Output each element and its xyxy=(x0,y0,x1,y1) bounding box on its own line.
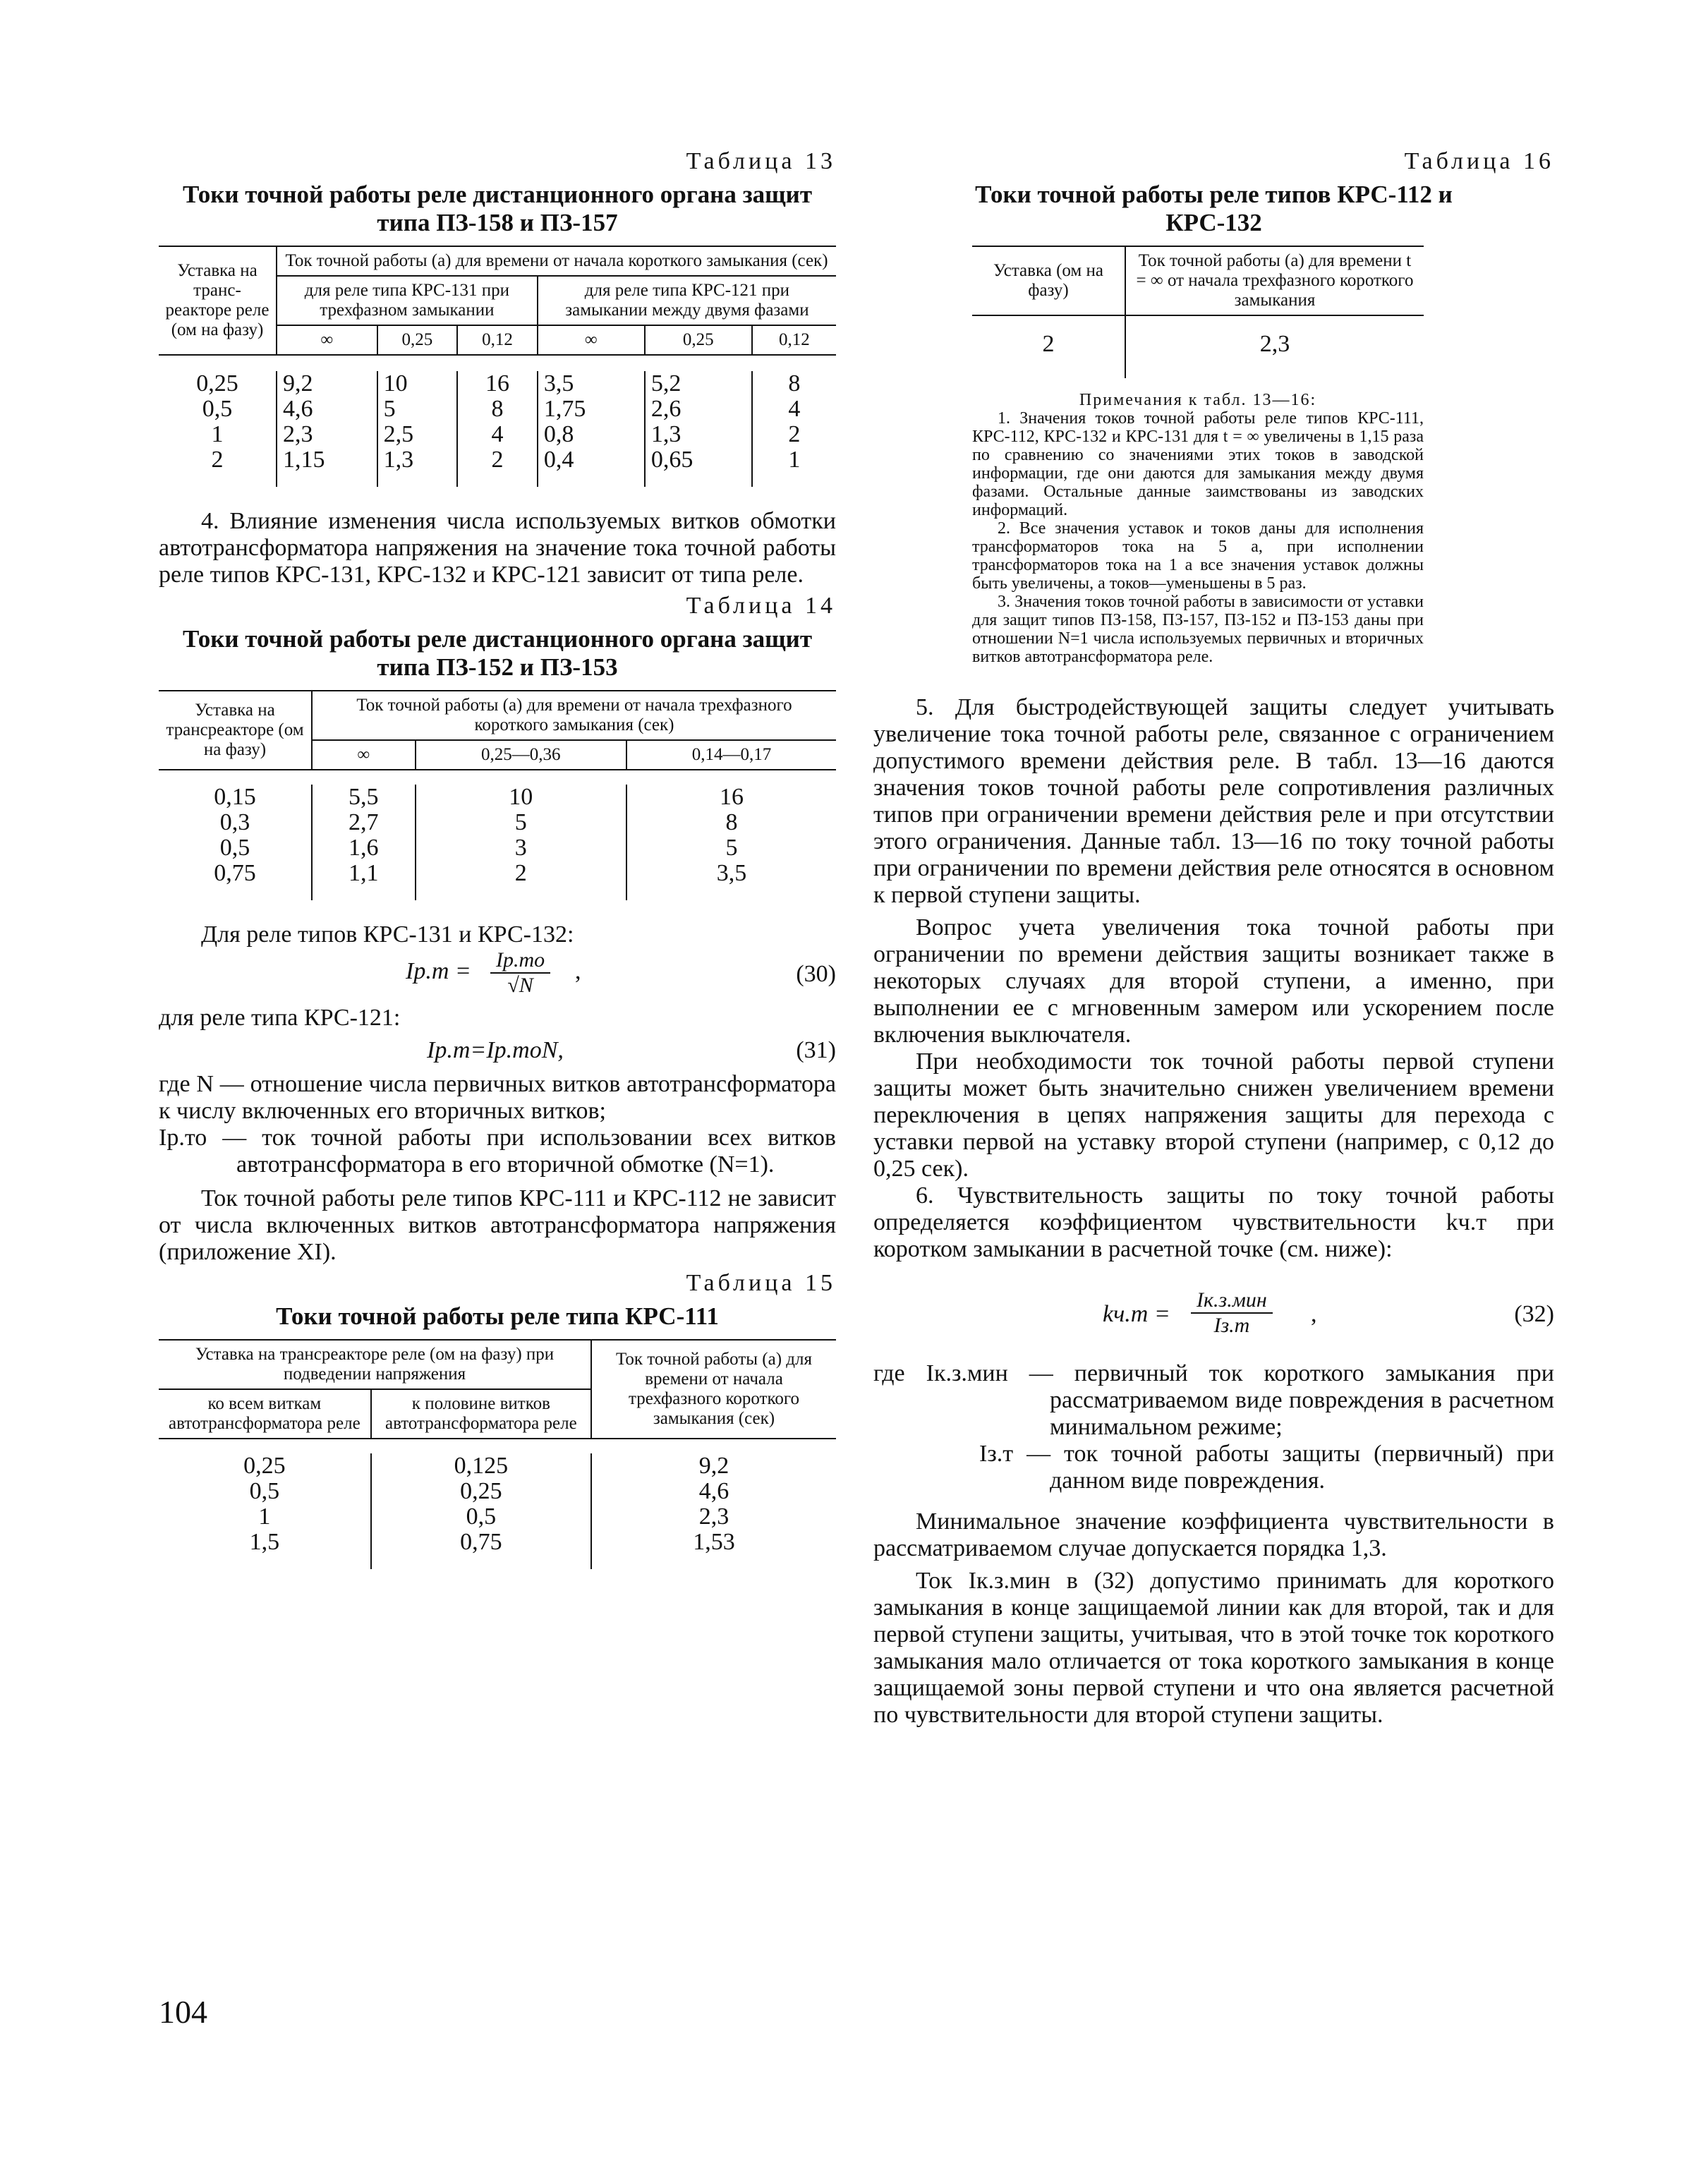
table-cell: 2,3 xyxy=(591,1504,836,1530)
table-cell: 0,4 xyxy=(538,447,645,487)
table-cell: 1 xyxy=(752,447,836,487)
table16-col-current: Ток точной работы (а) для времени t = ∞ от начала трехфазного короткого замыкания xyxy=(1125,246,1424,315)
formula31-number: (31) xyxy=(796,1037,836,1063)
paragraph-5b: Вопрос учета увеличения тока точной работы при ограничении по времени действия защиты возникает также в некоторых случаях для второй ступени, а именно, при выполнении ее с мгновенным замером или ускорением после включения выключателя. xyxy=(873,914,1554,1048)
notes-block xyxy=(972,391,1424,666)
table13-sub-krs121: для реле типа КРС-121 при замыкании между двумя фазами xyxy=(538,276,836,325)
table15-col-current: Ток точной работы (а) для времени от начала трехфазного короткого замыкания (сек) xyxy=(591,1340,836,1439)
table-row xyxy=(159,397,836,422)
table-cell: 0,3 xyxy=(219,809,250,835)
page-number: 104 xyxy=(159,1994,207,2030)
paragraph-min-coefficient: Минимальное значение коэффициента чувствительности в рассматриваемом случае допускается порядка 1,3. xyxy=(873,1508,1554,1561)
table-cell: 0,15 xyxy=(214,784,256,810)
left-column xyxy=(159,148,836,1569)
table-cell: 2,3 xyxy=(277,422,377,447)
table-cell: 2,5 xyxy=(377,422,458,447)
formula30-comma: , xyxy=(575,958,581,984)
table13-time-header: 0,12 xyxy=(457,325,538,355)
table-cell: 2,3 xyxy=(1125,315,1424,378)
paragraph-krs111: Ток точной работы реле типов КРС-111 и КРС-112 не зависит от числа включенных витков автотрансформатора напряжения (приложение XI). xyxy=(159,1185,836,1265)
table-cell: 3,5 xyxy=(626,861,836,900)
formula30-numerator: Iр.то xyxy=(490,948,550,974)
formula32-number: (32) xyxy=(1514,1301,1554,1327)
table-cell: 5 xyxy=(626,835,836,861)
table14-col-group: Ток точной работы (а) для времени от начала трехфазного короткого замыкания (сек) xyxy=(312,691,836,740)
table-row xyxy=(972,315,1424,378)
table13-sub-krs131: для реле типа КРС-131 при трехфазном замыкании xyxy=(277,276,538,325)
table-cell: 4 xyxy=(457,422,538,447)
table-cell: 2 xyxy=(457,447,538,487)
table-cell: 1,75 xyxy=(538,397,645,422)
table-cell: 10 xyxy=(416,785,626,810)
table-row xyxy=(159,835,836,861)
formula32-comma: , xyxy=(1311,1301,1317,1327)
table-cell: 2 xyxy=(211,447,224,473)
formula32-denominator: Iз.т xyxy=(1213,1314,1250,1337)
table-cell: 5,2 xyxy=(645,371,752,397)
formula-31 xyxy=(159,1031,836,1071)
table-cell: 1,15 xyxy=(277,447,377,487)
table14-time-header: ∞ xyxy=(312,740,416,770)
table-cell: 4,6 xyxy=(277,397,377,422)
table-cell: 0,75 xyxy=(214,860,256,886)
table-cell: 16 xyxy=(626,785,836,810)
table14 xyxy=(159,690,836,900)
table16-label: Таблица 16 xyxy=(1404,148,1554,174)
table-cell: 2 xyxy=(416,861,626,900)
paragraph-last: Ток Iк.з.мин в (32) допустимо принимать для короткого замыкания в конце защищаемой линии как для второй, так и для первой ступени защиты, учитывая, что в этой точке ток короткого замыкания мало отличается от тока короткого замыкания в конце защищаемой зоны первой ступени и что она является расчетной по чувствительности для второй ступени защиты. xyxy=(873,1568,1554,1728)
formula32-numerator: Iк.з.мин xyxy=(1191,1288,1273,1314)
right-body-text xyxy=(873,694,1554,1729)
table-cell: 0,25 xyxy=(243,1453,286,1479)
table13-title: Токи точной работы реле дистанционного органа защит типа ПЗ-158 и ПЗ-157 xyxy=(182,181,813,236)
table13-label: Таблица 13 xyxy=(686,148,836,174)
formula30-fraction xyxy=(490,948,550,998)
table-cell: 0,5 xyxy=(371,1504,591,1530)
table-row xyxy=(159,422,836,447)
table-cell: 0,125 xyxy=(371,1453,591,1479)
table-cell: 1,5 xyxy=(249,1529,280,1555)
table15-label: Таблица 15 xyxy=(686,1270,836,1296)
table14-col-setting: Уставка на трансреакторе (ом на фазу) xyxy=(166,701,304,759)
formula30-denominator: √N xyxy=(507,974,533,997)
table-cell: 0,8 xyxy=(538,422,645,447)
table-row xyxy=(159,1479,836,1504)
table-cell: 5 xyxy=(416,810,626,835)
table-cell: 5 xyxy=(377,397,458,422)
note-2: 2. Все значения уставок и токов даны для исполнения трансформаторов тока на 5 а, при исполнении трансформаторов тока на 1 а все значения уставок должны быть увеличены, а токов—уменьшены в 5 раз. xyxy=(972,519,1424,593)
table-cell: 0,65 xyxy=(645,447,752,487)
table-cell: 0,75 xyxy=(371,1530,591,1569)
table14-title: Токи точной работы реле дистанционного органа защит типа ПЗ-152 и ПЗ-153 xyxy=(182,625,813,681)
table13-time-header: 0,25 xyxy=(645,325,752,355)
table16-title: Токи точной работы реле типов КРС-112 и КРС-132 xyxy=(975,181,1453,236)
formula31-expression: Iр.т=Iр.тоN, xyxy=(427,1037,564,1063)
table-cell: 1,3 xyxy=(645,422,752,447)
table15 xyxy=(159,1339,836,1569)
table15-sub-half: к половине витков автотрансформатора реле xyxy=(371,1389,591,1439)
table-cell: 5,5 xyxy=(312,785,416,810)
table-cell: 8 xyxy=(457,397,538,422)
table-cell: 1,53 xyxy=(591,1530,836,1569)
table-cell: 10 xyxy=(377,371,458,397)
table-cell: 1 xyxy=(211,421,224,447)
table15-title: Токи точной работы реле типа КРС-111 xyxy=(276,1302,719,1330)
formula30-intro: Для реле типов КРС-131 и КРС-132: xyxy=(201,921,574,948)
formula31-intro: для реле типа КРС-121: xyxy=(159,1005,401,1031)
notes-heading: Примечания к табл. 13—16: xyxy=(1079,391,1317,409)
paragraph-6: 6. Чувствительность защиты по току точной работы определяется коэффициентом чувствительности kч.т при коротком замыкании в расчетной точке (см. ниже): xyxy=(873,1182,1554,1262)
table-row xyxy=(159,785,836,810)
formula-32 xyxy=(873,1284,1554,1355)
table14-time-header: 0,25—0,36 xyxy=(416,740,626,770)
table-cell: 2,7 xyxy=(312,810,416,835)
table-cell: 8 xyxy=(752,371,836,397)
table-row xyxy=(159,861,836,900)
table16 xyxy=(972,246,1424,378)
table-cell: 0,5 xyxy=(249,1478,280,1504)
table-row xyxy=(159,1453,836,1479)
table-row xyxy=(159,447,836,487)
table-row xyxy=(159,1530,836,1569)
table-cell: 9,2 xyxy=(277,371,377,397)
table-row xyxy=(159,1504,836,1530)
table13-time-header: 0,12 xyxy=(752,325,836,355)
table15-col-group: Уставка на трансреакторе реле (ом на фазу) при подведении напряжения xyxy=(159,1340,591,1389)
table-cell: 0,5 xyxy=(202,396,233,422)
table-cell: 9,2 xyxy=(591,1453,836,1479)
formula30-number: (30) xyxy=(796,961,836,987)
table-cell: 8 xyxy=(626,810,836,835)
where-ik-definition: где Iк.з.мин — первичный ток короткого замыкания при рассматриваемом виде повреждения в расчетном минимальном режиме; xyxy=(873,1360,1554,1440)
table13-time-header: ∞ xyxy=(277,325,377,355)
table-cell: 0,25 xyxy=(196,370,238,397)
table-cell: 16 xyxy=(457,371,538,397)
table-cell: 4,6 xyxy=(591,1479,836,1504)
table13-col-setting: Уставка на транс-реакторе реле (ом на фазу) xyxy=(165,261,269,339)
where-i-definition: Iр.то — ток точной работы при использовании всех витков автотрансформатора в его вторичной обмотке (N=1). xyxy=(159,1125,836,1178)
table-cell: 3,5 xyxy=(538,371,645,397)
table-cell: 1,3 xyxy=(377,447,458,487)
where-iz-definition: Iз.т — ток точной работы защиты (первичный) при данном виде повреждения. xyxy=(979,1441,1554,1494)
formula30-left: Iр.т = xyxy=(406,958,471,984)
table-cell: 4 xyxy=(752,397,836,422)
paragraph-4: 4. Влияние изменения числа используемых витков обмотки автотрансформатора напряжения на значение тока точной работы реле типов КРС-131, КРС-132 и КРС-121 зависит от типа реле. xyxy=(159,508,836,588)
table-cell: 0,25 xyxy=(371,1479,591,1504)
formula-30 xyxy=(159,948,836,1005)
table13 xyxy=(159,246,836,487)
table13-col-group: Ток точной работы (а) для времени от начала короткого замыкания (сек) xyxy=(277,246,836,276)
note-1: 1. Значения токов точной работы реле типов КРС-111, КРС-112, КРС-132 и КРС-131 для t = ∞ увеличены в 1,15 раза по сравнению со значениями этих токов в заводской информации, где они даются для замыкания между двумя фазами. Остальные данные заимствованы из заводских информаций. xyxy=(972,409,1424,519)
table-cell: 1 xyxy=(258,1504,271,1530)
table16-col-setting: Уставка (ом на фазу) xyxy=(993,261,1103,300)
table14-label: Таблица 14 xyxy=(686,593,836,619)
table-cell: 0,5 xyxy=(219,835,250,861)
paragraph-5: 5. Для быстродействующей защиты следует учитывать увеличение тока точной работы реле, связанное с ограничением допустимого времени действия реле. В табл. 13—16 даются значения токов точной работы реле сопротивления различных типов при ограничении времени действия реле и при отсутствии этого ограничения. Данные табл. 13—16 по току точной работы при ограничении по времени действия реле относятся в основном к первой ступени защиты. xyxy=(873,694,1554,908)
table15-sub-all: ко всем виткам автотрансформатора реле xyxy=(169,1394,361,1433)
formula32-fraction xyxy=(1191,1288,1273,1338)
note-3: 3. Значения токов точной работы в зависимости от уставки для защит типов ПЗ-158, ПЗ-157, ПЗ-152 и ПЗ-153 даны при отношении N=1 числа используемых первичных и вторичных витков автотрансформатора реле. xyxy=(972,593,1424,666)
table-cell: 1,6 xyxy=(312,835,416,861)
table14-time-header: 0,14—0,17 xyxy=(626,740,836,770)
right-column xyxy=(873,148,1554,1729)
table-cell: 1,1 xyxy=(312,861,416,900)
table-row xyxy=(159,371,836,397)
formula32-left: kч.т = xyxy=(1103,1301,1170,1327)
table-cell: 2 xyxy=(1042,331,1055,357)
table-cell: 3 xyxy=(416,835,626,861)
table-row xyxy=(159,810,836,835)
paragraph-5c: При необходимости ток точной работы первой ступени защиты может быть значительно снижен увеличением времени переключения в цепях напряжения защиты для перехода с уставки первой на уставку второй ступени (например, с 0,12 до 0,25 сек). xyxy=(873,1048,1554,1182)
table13-time-header: ∞ xyxy=(538,325,645,355)
table-cell: 2 xyxy=(752,422,836,447)
table13-time-header: 0,25 xyxy=(377,325,458,355)
where-n-definition: где N — отношение числа первичных витков автотрансформатора к числу включенных его вторичных витков; xyxy=(159,1071,836,1124)
table-cell: 2,6 xyxy=(645,397,752,422)
